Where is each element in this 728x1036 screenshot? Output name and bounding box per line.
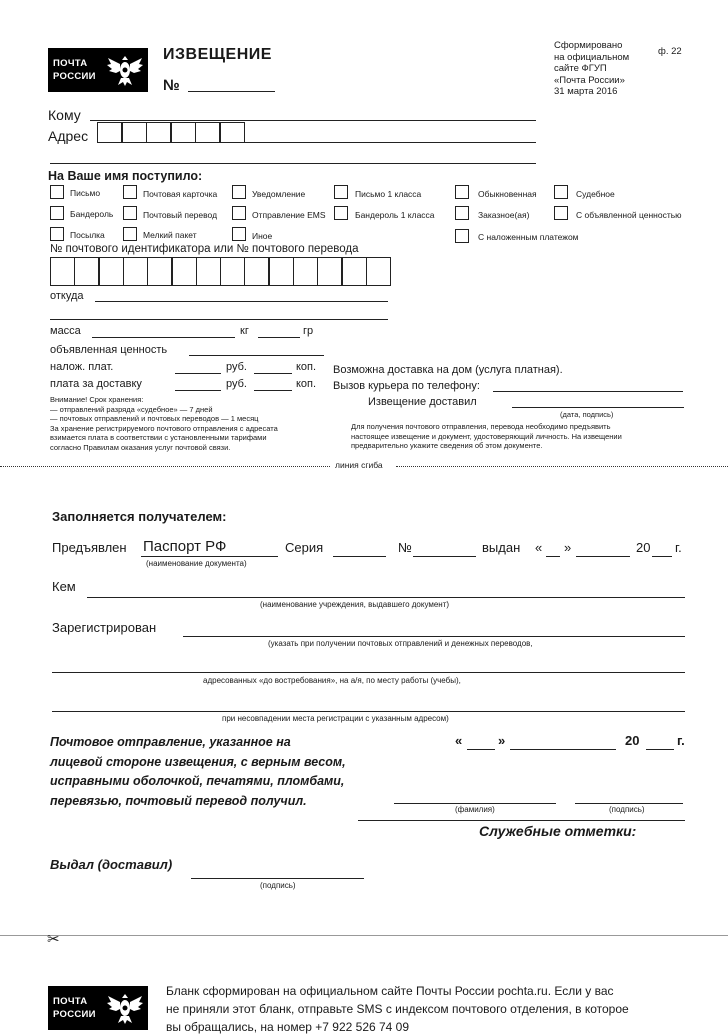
checkbox-notification[interactable] [232, 185, 246, 199]
cod-rub-field[interactable] [175, 373, 221, 374]
address-field-1[interactable] [244, 142, 536, 143]
reg-hint-3: при несовпадении места регистрации с указанным адресом) [222, 714, 449, 723]
fee-rub-field[interactable] [175, 390, 221, 391]
fee-rub-unit: руб. [226, 378, 247, 390]
quote-open: « [535, 540, 543, 555]
series-label: Серия [285, 540, 324, 555]
declared-value-label: объявленная ценность [50, 344, 168, 356]
storage-line: взимается плата в соответствии с установленными тарифами [50, 433, 267, 442]
delivery-fee-label: плата за доставку [50, 378, 142, 390]
checkbox-small-packet[interactable] [123, 227, 137, 241]
delivery-note-line: предварительно укажите сведения об этом документе. [351, 441, 543, 450]
delivery-note [351, 422, 622, 451]
mass-gr-field[interactable] [258, 337, 300, 338]
storage-line: — отправлений разряда «судебное» — 7 дней [50, 404, 213, 414]
pochta-logo-bottom [48, 986, 148, 1030]
received-statement [50, 733, 346, 811]
service-marks-heading: Служебные отметки: [479, 823, 637, 839]
cod-kop-unit: коп. [296, 361, 317, 373]
received-heading: На Ваше имя поступило: [48, 169, 203, 183]
type-label: Судебное [576, 189, 615, 199]
courier-phone-field[interactable] [493, 391, 683, 392]
home-delivery-text: Возможна доставка на дом (услуга платная). [333, 364, 563, 376]
fee-kop-unit: коп. [296, 378, 317, 390]
reg-hint-2: адресованных «до востребования», на а/я, по месту работы (учебы), [203, 676, 461, 685]
storage-line: согласно Правилам оказания услуг почтовой связи. [50, 442, 231, 452]
checkbox-letter[interactable] [50, 185, 64, 199]
storage-line: За хранение регистрируемого почтового отправления с адресата [50, 423, 278, 433]
form-code: ф. 22 [658, 46, 682, 57]
receipt-quote-close: » [498, 733, 506, 748]
storage-line: Внимание! Срок хранения: [50, 395, 144, 404]
type-label: Бандероль 1 класса [355, 210, 435, 220]
date-sign-hint: (дата, подпись) [560, 410, 614, 419]
statement-line: лицевой стороне извещения, с верным весом, [50, 754, 346, 769]
to-label: Кому [48, 107, 81, 123]
registered-field-2[interactable] [52, 672, 685, 673]
type-label: Заказное(ая) [478, 210, 530, 220]
logo-text-line2: РОССИИ [53, 1009, 96, 1020]
checkbox-judicial[interactable] [554, 185, 568, 199]
postal-code-cell[interactable] [97, 122, 122, 143]
bottom-line: Бланк сформирован на официальном сайте Почты России pochta.ru. Если у вас [166, 984, 614, 998]
tracking-cell[interactable] [244, 257, 269, 286]
kg-unit: кг [240, 325, 249, 337]
mass-kg-field[interactable] [92, 337, 235, 338]
type-label: Иное [252, 231, 273, 241]
notice-title: ИЗВЕЩЕНИЕ [163, 46, 272, 63]
recipient-heading: Заполняется получателем: [52, 509, 227, 524]
generated-line: на официальном [554, 51, 630, 63]
statement-line: Почтовое отправление, указанное на [50, 735, 291, 749]
reg-hint-1: (указать при получении почтовых отправлений и денежных переводов, [268, 639, 533, 648]
fee-kop-field[interactable] [254, 390, 292, 391]
pochta-logo [48, 48, 148, 92]
by-whom-label: Кем [52, 579, 76, 594]
type-label: Отправление EMS [252, 210, 326, 220]
delivered-by-field[interactable] [512, 407, 684, 408]
registered-field-1[interactable] [183, 636, 685, 637]
type-label: Письмо 1 класса [355, 189, 422, 199]
postal-code-cell[interactable] [195, 122, 220, 143]
tracking-cell[interactable] [99, 257, 124, 286]
tracking-cell[interactable] [342, 257, 367, 286]
checkbox-ordinary[interactable] [455, 185, 469, 199]
type-label: Мелкий пакет [143, 230, 197, 240]
type-label: С объявленной ценностью [576, 210, 682, 220]
checkbox-ems[interactable] [232, 206, 246, 220]
checkbox-postal-transfer[interactable] [123, 206, 137, 220]
delivery-note-line: настоящее извещение и документ, удостоверяющий личность. На извещении [351, 431, 622, 441]
cod-kop-field[interactable] [254, 373, 292, 374]
generated-line: 31 марта 2016 [554, 86, 618, 97]
surname-hint: (фамилия) [455, 805, 495, 814]
notice-number-field[interactable] [188, 91, 275, 92]
checkbox-cash-on-delivery[interactable] [455, 229, 469, 243]
registered-label: Зарегистрирован [52, 620, 157, 635]
doc-name-hint: (наименование документа) [146, 559, 247, 568]
issued-label: выдан [482, 540, 521, 555]
address-field-2[interactable] [50, 163, 536, 164]
checkbox-parcel-post[interactable] [50, 206, 64, 220]
surname-field[interactable] [394, 803, 556, 804]
type-label: Почтовый перевод [143, 210, 218, 220]
from-field-2[interactable] [50, 319, 388, 320]
address-label: Адрес [48, 128, 89, 144]
by-whom-field[interactable] [87, 597, 685, 598]
gr-unit: гр [303, 325, 314, 337]
generated-info [554, 40, 629, 98]
fold-line-label: линия сгиба [335, 460, 383, 470]
postal-code-cell[interactable] [220, 122, 245, 143]
fold-line-right [396, 466, 728, 467]
generated-line: «Почта России» [554, 74, 625, 86]
receipt-day-field[interactable] [467, 749, 495, 750]
document-name-value[interactable]: Паспорт РФ [143, 538, 227, 555]
presented-label: Предъявлен [52, 540, 127, 555]
logo-text-line1: ПОЧТА [53, 996, 88, 1007]
to-field[interactable] [90, 120, 536, 121]
declared-value-field[interactable] [189, 355, 324, 356]
checkbox-declared-value[interactable] [554, 206, 568, 220]
year-prefix: 20 [636, 540, 651, 555]
bottom-line: вы обращались, на номер +7 922 526 74 09 [166, 1020, 410, 1034]
postal-code-cell[interactable] [146, 122, 171, 143]
mass-label: масса [50, 325, 81, 337]
tracking-cell[interactable] [147, 257, 172, 286]
tracking-cell[interactable] [50, 257, 75, 286]
tracking-cell[interactable] [220, 257, 245, 286]
checkbox-other[interactable] [232, 227, 246, 241]
cod-label: налож. плат. [50, 361, 114, 373]
tracking-cell[interactable] [74, 257, 99, 286]
type-label: Обыкновенная [478, 189, 537, 199]
scissors-icon: ✂ [47, 931, 60, 948]
issued-by-label: Выдал (доставил) [50, 857, 173, 872]
recipient-sign-hint: (подпись) [609, 805, 645, 814]
tracking-cell[interactable] [293, 257, 318, 286]
issued-year-field[interactable] [652, 556, 672, 557]
tracking-cell[interactable] [172, 257, 197, 286]
storage-notes [50, 395, 278, 452]
tracking-cell[interactable] [317, 257, 342, 286]
tracking-cell[interactable] [366, 257, 391, 286]
statement-line: исправными оболочкой, печатями, пломбами, [50, 774, 345, 788]
generated-line: сайте ФГУП [554, 63, 607, 74]
issued-by-sign-hint: (подпись) [260, 881, 296, 890]
type-label: Письмо [70, 188, 101, 198]
statement-line: перевязью, почтовый перевод получил. [50, 793, 307, 808]
number-label: № [398, 540, 412, 555]
storage-line: — почтовых отправлений и почтовых переводов — 1 месяц [50, 414, 259, 423]
from-label: откуда [50, 290, 84, 302]
cut-line [0, 935, 728, 936]
tracking-cell[interactable] [123, 257, 148, 286]
cod-rub-unit: руб. [226, 361, 247, 373]
bottom-line: не приняли этот бланк, отправьте SMS с индексом почтового отделения, в которое [166, 1002, 629, 1016]
receipt-year-prefix: 20 [625, 733, 640, 748]
type-label: С наложенным платежом [478, 232, 579, 242]
tracking-cell[interactable] [196, 257, 221, 286]
document-name-field[interactable] [141, 556, 278, 557]
issued-by-sign-field[interactable] [191, 878, 364, 879]
checkbox-first-class-letter[interactable] [334, 185, 348, 199]
issued-day-field[interactable] [546, 556, 560, 557]
logo-text-line2: РОССИИ [53, 71, 96, 82]
postal-code-cell[interactable] [171, 122, 196, 143]
doc-number-field[interactable] [413, 556, 476, 557]
from-field-1[interactable] [95, 301, 388, 302]
generated-line: Сформировано [554, 40, 623, 51]
type-label: Почтовая карточка [143, 189, 218, 199]
notice-number-label: № [163, 77, 180, 94]
eagle-emblem-icon [106, 990, 144, 1026]
checkbox-registered[interactable] [455, 206, 469, 220]
delivery-note-line: Для получения почтового отправления, перевода необходимо предъявить [351, 422, 611, 431]
notice-delivered-label: Извещение доставил [368, 396, 477, 408]
checkbox-postcard[interactable] [123, 185, 137, 199]
issued-month-field[interactable] [576, 556, 630, 557]
courier-call-label: Вызов курьера по телефону: [333, 380, 480, 392]
fold-line-left [0, 466, 330, 467]
recipient-sign-field[interactable] [575, 803, 683, 804]
receipt-quote-open: « [455, 733, 463, 748]
bottom-info-text [166, 982, 629, 1036]
receipt-year-field[interactable] [646, 749, 674, 750]
institution-hint: (наименование учреждения, выдавшего документ) [260, 600, 450, 609]
logo-text-line1: ПОЧТА [53, 58, 88, 69]
checkbox-first-class-parcel[interactable] [334, 206, 348, 220]
checkbox-package[interactable] [50, 227, 64, 241]
eagle-emblem-icon [106, 52, 144, 88]
registered-field-3[interactable] [52, 711, 685, 712]
postal-code-cell[interactable] [122, 122, 147, 143]
tracking-label: № почтового идентификатора или № почтового перевода [50, 243, 359, 255]
receipt-year-suffix: г. [677, 733, 685, 748]
type-label: Посылка [70, 230, 105, 240]
type-label: Бандероль [70, 209, 114, 219]
quote-close: » [564, 540, 572, 555]
type-label: Уведомление [252, 189, 306, 199]
service-marks-line [358, 820, 685, 821]
year-suffix: г. [675, 540, 682, 555]
series-field[interactable] [333, 556, 386, 557]
tracking-cell[interactable] [269, 257, 294, 286]
receipt-month-field[interactable] [510, 749, 616, 750]
